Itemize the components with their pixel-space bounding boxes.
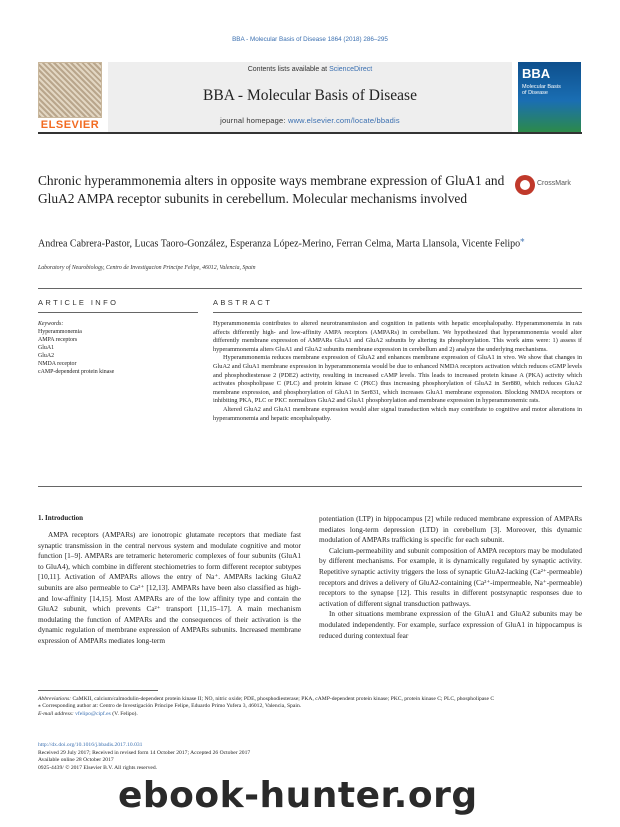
abbreviations-text: CaMKII, calcium/calmodulin-dependent protein kinase II; NO, nitric oxide; PDE, phosphodiesterase; PKA, cAMP-dependent protein kinase; PKC, protein kinase C; PLC, phospholipase C <box>71 696 495 702</box>
affiliation: Laboratory of Neurobiology, Centro de Investigacion Principe Felipe, 46012, Valencia, Spain <box>38 265 256 271</box>
abbreviations-label: Abbreviations: <box>38 696 72 702</box>
keyword-item: NMDA receptor <box>38 361 77 367</box>
watermark: ebook-hunter.org <box>118 775 478 816</box>
email-footnote <box>38 711 582 718</box>
contents-prefix: Contents lists available at <box>247 66 330 73</box>
divider <box>38 312 198 313</box>
body-column-right <box>319 514 582 641</box>
online-date: Available online 28 October 2017 <box>38 757 114 764</box>
crossmark-label: CrossMark <box>537 180 571 187</box>
keywords-heading: Keywords: <box>38 321 64 327</box>
abstract-paragraph: Altered GluA2 and GluA1 membrane expression would alter signal transduction which may contribute to cognitive and motor alterations in hyperammonemia and hepatic encephalopathy. <box>213 405 582 422</box>
journal-citation-link[interactable]: BBA - Molecular Basis of Disease 1864 (2018) 286–295 <box>232 36 388 43</box>
journal-cover-image[interactable] <box>518 62 581 132</box>
divider <box>38 486 582 487</box>
body-paragraph: In other situations membrane expression of the GluA1 and GluA2 subunits may be modulated independently. For example, surface expression of GluA1 in hippocampus is reduced during contextual fear <box>319 609 582 640</box>
crossmark-icon <box>515 175 535 195</box>
divider <box>213 312 582 313</box>
corresponding-author-footnote: ⁎ Corresponding author at: Centro de Investigación Príncipe Felipe, Eduardo Primo Yufera 3, 46012, Valencia, Spain. <box>38 703 302 710</box>
keyword-item: Hyperammonemia <box>38 329 82 335</box>
keyword-item: GluA1 <box>38 345 55 351</box>
divider <box>38 288 582 289</box>
body-paragraph: AMPA receptors (AMPARs) are ionotropic glutamate receptors that mediate fast synaptic transmission in the central nervous system and modulate cognitive and motor function [1–9]. AMPARs are tetrameric heteromeric complexes of four subunits (GluA1 to GluA4), which combine in different stechiometries to form different receptor subtypes [10,11]. Activation of AMPARs allows the entry of Na⁺. AMPARs lacking GluA2 subunits are also permeable to Ca²⁺ [12,13]. AMPARs have been also classified as high- and low-affinity [14,15]. Most AMPARs are of the low affinity type and contain the GluA2 subunit, which prevents Ca²⁺ transport [11,15–17]. A main mechanism modulating the function of AMPARs and the consequences of their activation is the dynamic regulation of membrane expression of AMPARs subunits. Increased membrane expression of AMPARs mediates long-term <box>38 530 301 645</box>
body-column-left <box>38 530 301 647</box>
copyright-line: 0925-4439/ © 2017 Elsevier B.V. All rights reserved. <box>38 764 158 771</box>
cover-subtitle: Molecular Basis of Disease <box>522 84 561 96</box>
body-paragraph: potentiation (LTP) in hippocampus [2] while reduced membrane expression of AMPARs mediates long-term depression (LTD) in cerebellum [3]. Moreover, this dynamic modulation of AMPARs trafficking is specific for each subunit. <box>319 514 582 545</box>
email-link[interactable]: vfelipo@cipf.es <box>75 710 111 717</box>
publication-info <box>38 742 338 772</box>
masthead <box>38 56 582 134</box>
sciencedirect-link[interactable]: ScienceDirect <box>329 66 373 73</box>
footnotes <box>38 696 582 718</box>
journal-header-box <box>108 62 512 132</box>
email-label: E-mail address: <box>38 710 74 717</box>
author-list <box>38 233 578 251</box>
journal-title: BBA - Molecular Basis of Disease <box>203 87 417 104</box>
footnote-divider <box>38 690 158 691</box>
doi-link[interactable]: http://dx.doi.org/10.1016/j.bbadis.2017.10.031 <box>38 742 143 748</box>
crossmark-button[interactable] <box>515 175 585 197</box>
keywords-list <box>38 320 198 376</box>
cover-title: BBA <box>522 66 551 81</box>
keyword-item: GluA2 <box>38 353 55 359</box>
authors-text: Andrea Cabrera-Pastor, Lucas Taoro-González, Esperanza López-Merino, Ferran Celma, Marta Llansola, Vicente Felipo <box>38 238 521 250</box>
corresponding-author-mark[interactable]: ⁎ <box>520 235 525 244</box>
elsevier-logo[interactable] <box>38 62 102 132</box>
abstract-paragraph: Hyperammonemia contributes to altered neurotransmission and cognition in patients with hepatic encephalopathy. Hyperammonemia in rats affects differently high- and low-affinity AMPA receptors (AMPARs) in cerebellum. We hypothesized that hyperammonemia would alter differently membrane expression of AMPARs GluA1 and GluA2 subunits by altering its phosphorylation. This work aims were: 1) assess if hyperammonemia alters GluA1 and GluA2 subunits membrane expression in cerebellum and 2) analyze the underlying mechanisms. <box>213 320 582 353</box>
contents-line <box>108 66 512 73</box>
journal-homepage-link[interactable]: www.elsevier.com/locate/bbadis <box>287 116 400 125</box>
keyword-item: cAMP-dependent protein kinase <box>38 369 115 375</box>
received-dates: Received 29 July 2017; Received in revised form 14 October 2017; Accepted 26 October 2017 <box>38 749 251 756</box>
elsevier-wordmark: ELSEVIER <box>40 119 100 131</box>
abstract-heading: ABSTRACT <box>213 298 273 307</box>
homepage-line <box>108 116 512 125</box>
article-info-heading: ARTICLE INFO <box>38 298 119 307</box>
homepage-prefix: journal homepage: <box>220 116 288 125</box>
keyword-item: AMPA receptors <box>38 337 78 343</box>
elsevier-tree-icon <box>38 62 102 118</box>
section-heading-introduction: 1. Introduction <box>38 514 83 522</box>
abstract-paragraph: Hyperammonemia reduces membrane expression of GluA2 and enhances membrane expression of GluA1 in vivo. We show that changes in GluA2 and GluA1 membrane expression in hyperammonemia would be due to enhanced NMDA receptors activation which reduces cGMP levels and phosphodiesterase 2 (PDE2) activity, resulting in increased cAMP levels. This leads to increased protein kinase A (PKA) activity which activates phospholipase C (PLC) and protein kinase C (PKC) thus increasing phosphorylation of GluA2 in Ser880, which reduces GluA2 membrane expression, and phosphorylation of GluA1 in Ser831, which increases GluA1 membrane expression. Blocking NMDA receptors or inhibiting PKA, PLC or PKC normalizes GluA2 and GluA1 phosphorylation and membrane expression in hyperammonemic rats. <box>213 354 582 405</box>
crossmark-icon-center <box>520 180 530 190</box>
article-title: Chronic hyperammonemia alters in opposite ways membrane expression of GluA1 and GluA2 AMPA receptor subunits in cerebellum. Molecular mechanisms involved <box>38 173 505 206</box>
email-suffix: (V. Felipo). <box>110 710 138 717</box>
body-paragraph: Calcium-permeability and subunit composition of AMPA receptors may be modulated by different mechanisms. For example, it is dynamically regulated by synaptic activity. Repetitive synaptic activity triggers the loss of synaptic GluA2-lacking (Ca²⁺-permeable) receptors and drives a delivery of GluA2-containing (Ca²⁺-impermeable, Na⁺-permeable) receptors to the synapse [12]. This results in different postsynaptic responses due to activation of different signal transduction pathways. <box>319 545 582 608</box>
abstract-body <box>213 320 582 423</box>
